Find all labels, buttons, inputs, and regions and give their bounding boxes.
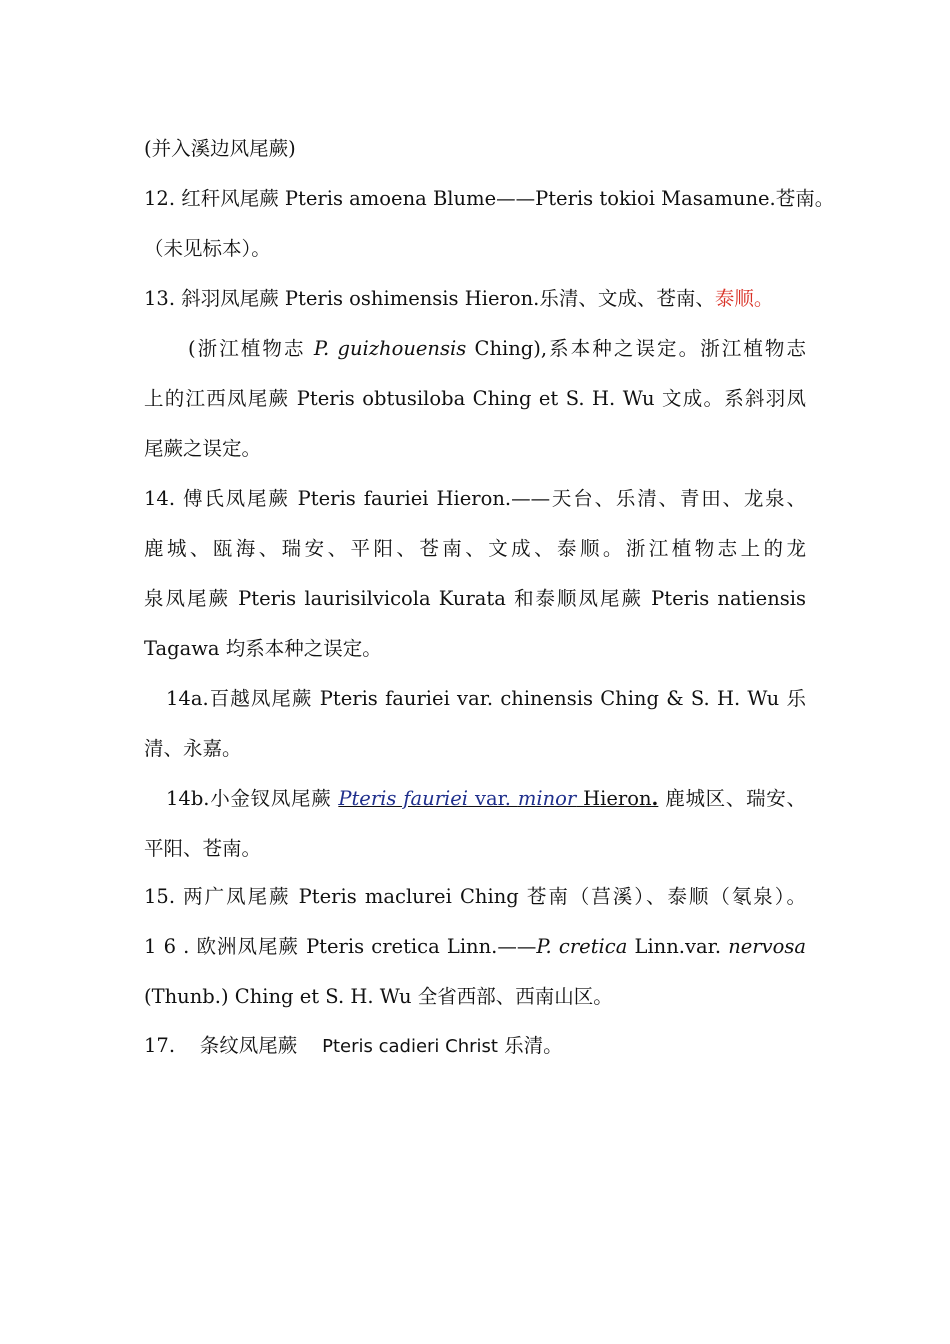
entry-14a: 14a.百越凤尾蕨 Pteris fauriei var. chinensis Ching & S. H. Wu 乐 [166, 687, 806, 710]
entry-13: 13. 斜羽凤尾蕨 Pteris oshimensis Hieron.乐清、文成、苍南、泰顺。 [144, 287, 774, 310]
entry-15: 15. 两广凤尾蕨 Pteris maclurei Ching 苍南（莒溪）、泰顺（氡泉）。 [144, 885, 806, 908]
entry-13-note-2: 上的江西凤尾蕨 Pteris obtusiloba Ching et S. H. Wu 文成。系斜羽凤 [144, 387, 806, 410]
entry-16: 1 6 . 欧洲凤尾蕨 Pteris cretica Linn.——P. cretica Linn.var. nervosa [144, 935, 807, 958]
entry-14-line-3: 泉凤尾蕨 Pteris laurisilvicola Kurata 和泰顺凤尾蕨 Pteris natiensis [144, 587, 806, 610]
entry-16-line-2: (Thunb.) Ching et S. H. Wu 全省西部、西南山区。 [144, 985, 613, 1008]
entry-14b: 14b.小金钗凤尾蕨 Pteris fauriei var. minor Hieron. 鹿城区、瑞安、 [166, 787, 806, 810]
entry-14: 14. 傅氏凤尾蕨 Pteris fauriei Hieron.——天台、乐清、青田、龙泉、 [144, 487, 806, 510]
entry-13-note-1: (浙江植物志 P. guizhouensis Ching),系本种之误定。浙江植物志 [188, 337, 806, 360]
entry-12: 12. 红秆风尾蕨 Pteris amoena Blume——Pteris tokioi Masamune.苍南。 [144, 187, 835, 210]
note-merged: (并入溪边风尾蕨) [144, 137, 296, 160]
entry-13-note-3: 尾蕨之误定。 [144, 437, 262, 460]
entry-17: 17. 条纹凤尾蕨 Pteris cadieri Christ 乐清。 [144, 1034, 563, 1057]
entry-14b-name-link[interactable]: Pteris fauriei var. minor Hieron. [338, 787, 659, 810]
entry-14a-line-2: 清、永嘉。 [144, 737, 242, 760]
entry-14b-line-2: 平阳、苍南。 [144, 837, 262, 860]
entry-14-line-4: Tagawa 均系本种之误定。 [144, 637, 382, 660]
entry-12-note: （未见标本）。 [144, 237, 271, 260]
entry-14-line-2: 鹿城、瓯海、瑞安、平阳、苍南、文成、泰顺。浙江植物志上的龙 [144, 537, 806, 560]
highlighted-locality: 泰顺。 [714, 287, 774, 310]
